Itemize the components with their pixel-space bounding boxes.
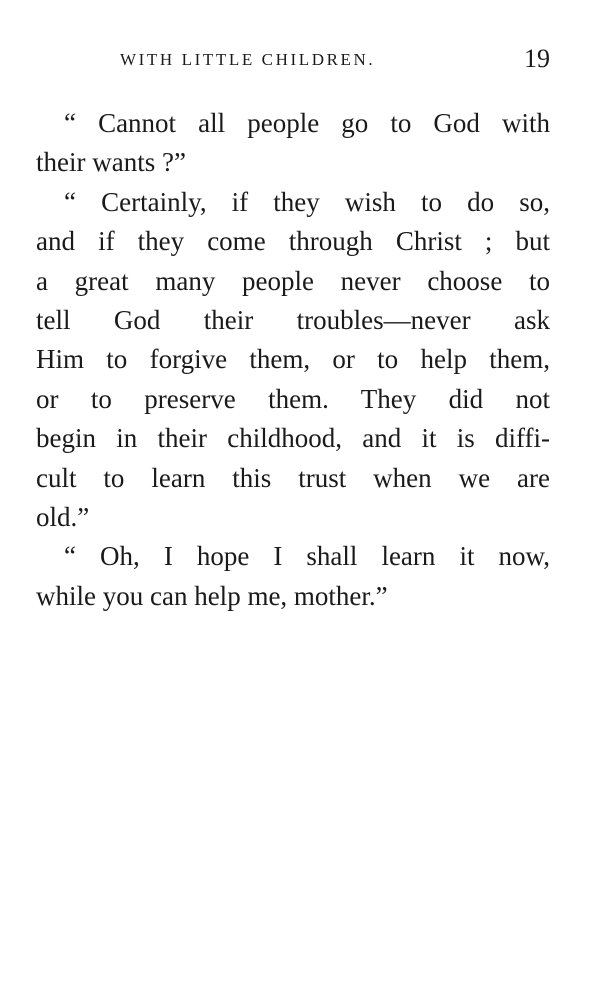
text-line: and if they come through Christ ; but <box>36 226 550 257</box>
running-title: WITH LITTLE CHILDREN. <box>120 50 376 69</box>
text-line: a great many people never choose to <box>36 265 550 296</box>
text-line: their wants ?” <box>36 147 186 178</box>
text-line: “ Certainly, if they wish to do so, <box>64 186 550 217</box>
text-line: “ Cannot all people go to God with <box>64 108 550 138</box>
body-text <box>36 104 550 616</box>
page-number: 19 <box>524 44 550 73</box>
text-line: cult to learn this trust when we are <box>36 462 550 493</box>
text-line: old.” <box>36 501 90 532</box>
text-line: begin in their childhood, and it is diffi- <box>36 423 550 454</box>
text-line: Him to forgive them, or to help them, <box>36 344 550 375</box>
text-line: tell God their troubles—never ask <box>36 304 550 335</box>
text-line: or to preserve them. They did not <box>36 383 550 414</box>
text-line: “ Oh, I hope I shall learn it now, <box>64 541 550 572</box>
running-head <box>36 46 550 78</box>
text-line: while you can help me, mother.” <box>36 580 388 611</box>
